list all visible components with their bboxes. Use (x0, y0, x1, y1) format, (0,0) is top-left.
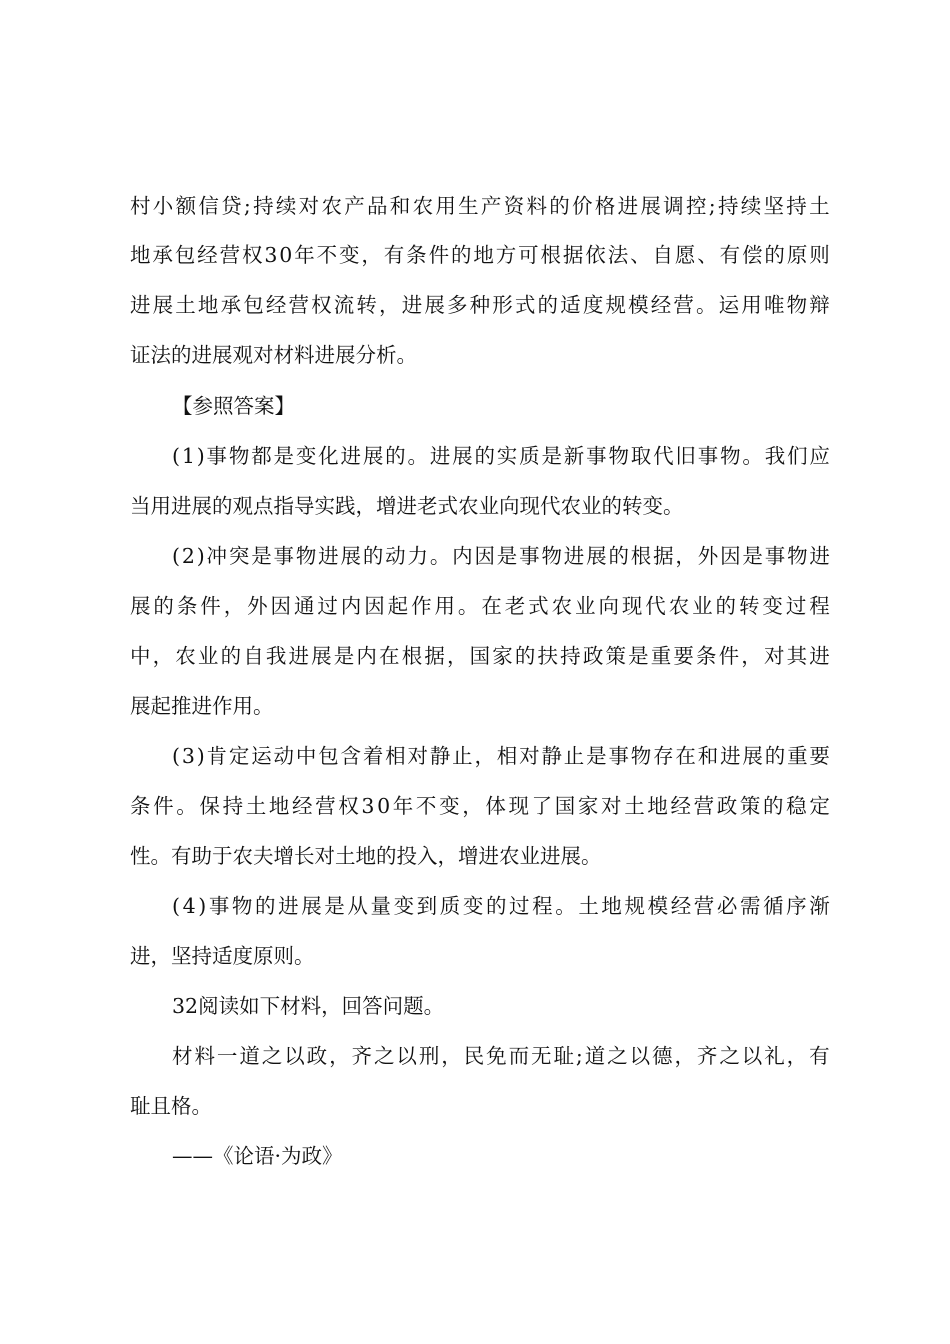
text-line: 进，坚持适度原则。 (130, 944, 315, 968)
text-line: ( 1 ) 事 物 都 是 变 化 进 展 的 。 进 展 的 实 质 是 新 事 物 取 代 旧 事 物 。 我 们 应 (172, 444, 830, 468)
text-line: 当用进展的观点指导实践，增进老式农业向现代农业的转变。 (130, 494, 684, 518)
text-line: ( 3 ) 肯 定 运 动 中 包 含 着 相 对 静 止 ， 相 对 静 止 是 事 物 存 在 和 进 展 的 重 要 (172, 744, 830, 768)
text-line: 进 展 土 地 承 包 经 营 权 流 转 ， 进 展 多 种 形 式 的 适 度 规 模 经 营 。 运 用 唯 物 辩 (130, 293, 830, 317)
text-line: 条 件 。 保 持 土 地 经 营 权 3 0 年 不 变 ， 体 现 了 国 家 对 土 地 经 营 政 策 的 稳 定 (130, 794, 830, 818)
text-line: 材 料 一 道 之 以 政 ， 齐 之 以 刑 ， 民 免 而 无 耻 ; 道 之 以 德 ， 齐 之 以 礼 ， 有 (172, 1044, 830, 1068)
text-line: ( 2 ) 冲 突 是 事 物 进 展 的 动 力 。 内 因 是 事 物 进 展 的 根 据 ， 外 因 是 事 物 进 (172, 544, 830, 568)
question-heading: 32阅读如下材料，回答问题。 (172, 994, 445, 1018)
text-line: 性。有助于农夫增长对土地的投入，增进农业进展。 (130, 844, 602, 868)
text-line: 证法的进展观对材料进展分析。 (130, 343, 417, 367)
text-line: 中 ， 农 业 的 自 我 进 展 是 内 在 根 据 ， 国 家 的 扶 持 政 策 是 重 要 条 件 ， 对 其 进 (130, 644, 830, 668)
answer-heading: 【参照答案】 (172, 394, 295, 418)
text-line: 展起推进作用。 (130, 694, 274, 718)
text-line: 耻且格。 (130, 1094, 212, 1118)
text-line: 村 小 额 信 贷 ; 持 续 对 农 产 品 和 农 用 生 产 资 料 的 价 格 进 展 调 控 ; 持 续 坚 持 土 (130, 194, 830, 218)
citation: ——《论语·为政》 (172, 1144, 343, 1168)
text-line: 展 的 条 件 ， 外 因 通 过 内 因 起 作 用 。 在 老 式 农 业 向 现 代 农 业 的 转 变 过 程 (130, 594, 830, 618)
text-line: 地 承 包 经 营 权 3 0 年 不 变 ， 有 条 件 的 地 方 可 根 据 依 法 、 自 愿 、 有 偿 的 原 则 (130, 243, 830, 267)
text-line: ( 4 ) 事 物 的 进 展 是 从 量 变 到 质 变 的 过 程 。 土 地 规 模 经 营 必 需 循 序 渐 (172, 894, 830, 918)
